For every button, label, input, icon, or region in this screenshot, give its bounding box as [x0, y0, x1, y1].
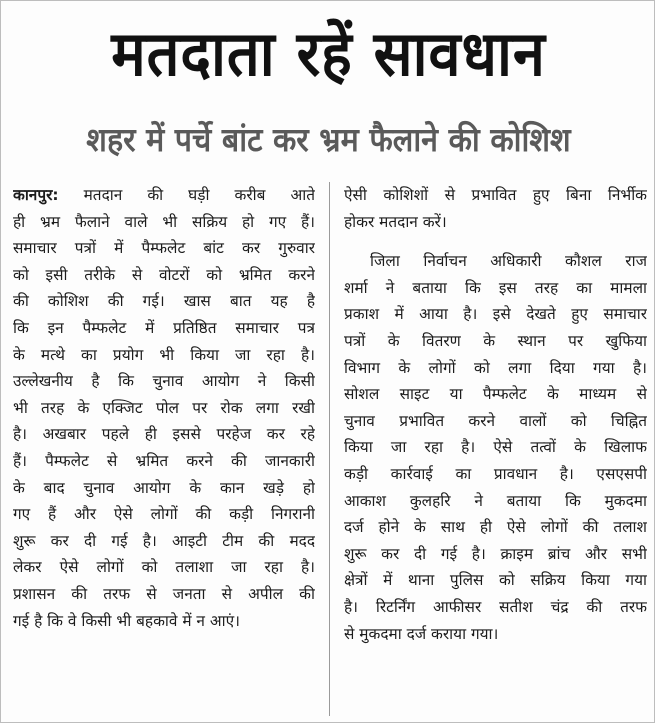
body-line: शर्मा ने बताया कि इस तरह का मामला — [344, 278, 647, 297]
body-line: दर्ज होने के साथ ही ऐसे लोगों की तलाश — [344, 518, 647, 537]
body-line: के बाद चुनाव आयोग के कान खड़े हो — [13, 478, 315, 497]
body-line: भी तरह के एक्जिट पोल पर रोक लगा रखी — [13, 398, 315, 417]
body-line: गई है कि वे किसी भी बहकावे में न आएं। — [13, 611, 240, 630]
article-body — [13, 182, 647, 716]
body-line: विभाग के लोगों को लगा दिया गया है। — [344, 358, 647, 377]
body-line: समाचार पत्रों में पैम्फलेट बांट कर गुरुवार — [13, 239, 315, 258]
body-line: हैं। पैम्फलेट से भ्रमित करने की जानकारी — [13, 451, 315, 470]
body-line: लेकर ऐसे लोगों को तलाशा जा रहा है। — [13, 558, 315, 577]
body-line: ऐसी कोशिशों से प्रभावित हुए बिना निर्भीक — [344, 186, 647, 204]
body-line — [13, 182, 315, 209]
body-line: कि इन पैम्फलेट में प्रतिष्ठित समाचार पत्र — [13, 318, 315, 337]
body-line: गए हैं और ऐसे लोगों की कड़ी निगरानी — [13, 505, 315, 524]
subheadline: शहर में पर्चे बांट कर भ्रम फैलाने की कोशिश — [86, 120, 571, 159]
body-line: को इसी तरीके से वोटरों को भ्रमित करने — [13, 265, 315, 284]
body-line: चुनाव प्रभावित करने वालों को चिह्नित — [344, 411, 647, 430]
body-line: प्रशासन की तरफ से जनता से अपील की — [13, 584, 315, 603]
body-line: की कोशिश की गई। खास बात यह है — [13, 292, 315, 311]
right-column — [330, 182, 647, 716]
body-line: है। अखबार पहले ही इससे परहेज कर रहे — [13, 425, 315, 444]
body-line: जिला निर्वाचन अधिकारी कौशल राज — [370, 252, 647, 271]
paragraph-gap — [344, 235, 647, 248]
body-line: से मुकदमा दर्ज कराया गया। — [344, 624, 499, 643]
body-line: कड़ी कार्रवाई का प्रावधान है। एसएसपी — [344, 464, 647, 483]
body-line: ही भ्रम फैलाने वाले भी सक्रिय हो गए हैं। — [13, 212, 315, 231]
body-line: पत्रों के वितरण के स्थान पर खुफिया — [344, 331, 647, 350]
body-line-text: मतदान की घड़ी करीब आते — [58, 186, 315, 204]
body-line: आकाश कुलहरि ने बताया कि मुकदमा — [344, 491, 647, 510]
dateline: कानपुर: — [13, 186, 59, 204]
body-line: है। रिटर्निंग आफीसर सतीश चंद्र की तरफ — [344, 597, 647, 616]
headline: मतदाता रहें सावधान — [111, 17, 546, 90]
body-line: सोशल साइट या पैम्फलेट के माध्यम से — [344, 385, 647, 404]
body-line: के मत्थे का प्रयोग भी किया जा रहा है। — [13, 345, 315, 364]
body-line: क्षेत्रों में थाना पुलिस को सक्रिय किया गया — [344, 571, 647, 590]
body-line: किया जा रहा है। ऐसे तत्वों के खिलाफ — [344, 438, 647, 457]
body-line: शुरू कर दी गई है। क्राइम ब्रांच और सभी — [344, 544, 647, 563]
body-line: उल्लेखनीय है कि चुनाव आयोग ने किसी — [13, 372, 315, 391]
body-line: प्रकाश में आया है। इसे देखते हुए समाचार — [344, 305, 647, 324]
left-column — [13, 182, 330, 716]
body-line: शुरू कर दी गई है। आइटी टीम की मदद — [13, 531, 315, 550]
body-line: होकर मतदान करें। — [344, 212, 447, 231]
